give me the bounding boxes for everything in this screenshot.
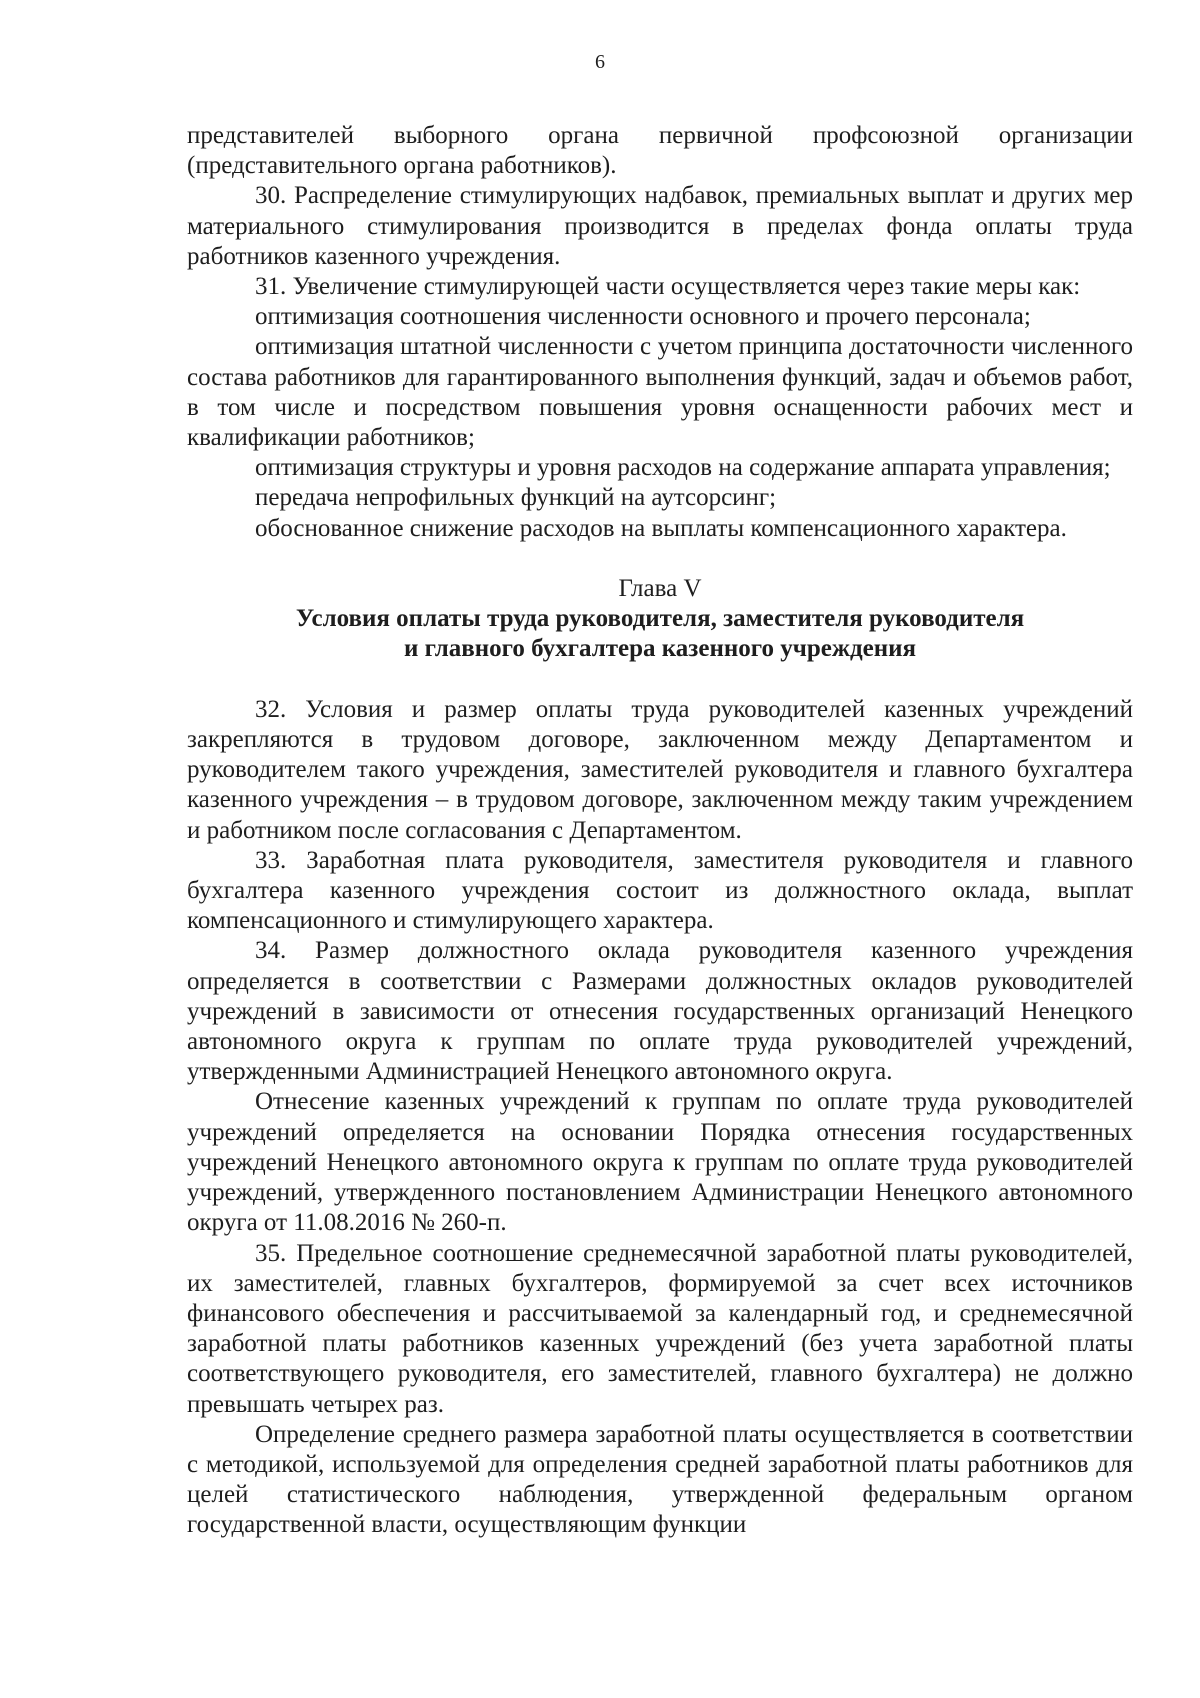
chapter-heading xyxy=(187,574,1133,664)
paragraph-34-continuation: Отнесение казенных учреждений к группам по оплате труда руководителей учреждений определяется на основании Порядка отнесения государственных учреждений Ненецкого автономного округа к группам по оплате труда руководителей учреждений, утвержденного постановлением Администрации Ненецкого автономного округа от 11.08.2016 № 260-п. xyxy=(187,1088,1133,1237)
document-body xyxy=(187,121,1133,1541)
paragraph-31-item: оптимизация структуры и уровня расходов на содержание аппарата управления; xyxy=(255,454,1111,482)
paragraph-33: 33. Заработная плата руководителя, заместителя руководителя и главного бухгалтера казенного учреждения состоит из должностного оклада, выплат компенсационного и стимулирующего характера. xyxy=(187,846,1133,935)
paragraph-35-continuation: Определение среднего размера заработной платы осуществляется в соответствии с методикой, используемой для определения средней заработной платы работников для целей статистического наблюдения, утвержденной федеральным органом государственной власти, осуществляющим функции xyxy=(187,1420,1133,1539)
paragraph-31-item: оптимизация штатной численности с учетом принципа достаточности численного состава работников для гарантированного выполнения функций, задач и объемов работ, в том числе и посредством повышения уровня оснащенности рабочих мест и квалификации работников; xyxy=(187,333,1133,452)
paragraph-35: 35. Предельное соотношение среднемесячной заработной платы руководителей, их заместителей, главных бухгалтеров, формируемой за счет всех источников финансового обеспечения и рассчитываемой за календарный год, и среднемесячной заработной платы работников казенных учреждений (без учета заработной платы соответствующего руководителя, его заместителей, главного бухгалтера) не должно превышать четырех раз. xyxy=(187,1239,1133,1418)
paragraph-32: 32. Условия и размер оплаты труда руководителей казенных учреждений закрепляются в трудовом договоре, заключенном между Департаментом и руководителем такого учреждения, заместителей руководителя и главного бухгалтера казенного учреждения – в трудовом договоре, заключенном между таким учреждением и работником после согласования с Департаментом. xyxy=(187,695,1133,844)
paragraph-30: 30. Распределение стимулирующих надбавок, премиальных выплат и других мер материального стимулирования производится в пределах фонда оплаты труда работников казенного учреждения. xyxy=(187,182,1133,270)
paragraph-31: 31. Увеличение стимулирующей части осуществляется через такие меры как: xyxy=(255,273,1081,301)
paragraph-continuation: представителей выборного органа первичной профсоюзной организации (представительного органа работников). xyxy=(187,122,1133,180)
paragraph-31-item: передача непрофильных функций на аутсорсинг; xyxy=(255,484,777,512)
chapter-title-line-2: и главного бухгалтера казенного учреждения xyxy=(403,634,917,662)
paragraph-31-item: обоснованное снижение расходов на выплаты компенсационного характера. xyxy=(255,514,1067,542)
paragraph-34: 34. Размер должностного оклада руководителя казенного учреждения определяется в соответствии с Размерами должностных окладов руководителей учреждений в зависимости от отнесения государственных организаций Ненецкого автономного округа к группам по оплате труда руководителей учреждений, утвержденными Администрацией Ненецкого автономного округа. xyxy=(187,937,1133,1086)
chapter-label: Глава V xyxy=(618,574,702,602)
page-number: 6 xyxy=(595,51,605,73)
paragraph-31-item: оптимизация соотношения численности основного и прочего персонала; xyxy=(255,303,1031,331)
chapter-title-line-1: Условия оплаты труда руководителя, заместителя руководителя xyxy=(295,604,1025,632)
